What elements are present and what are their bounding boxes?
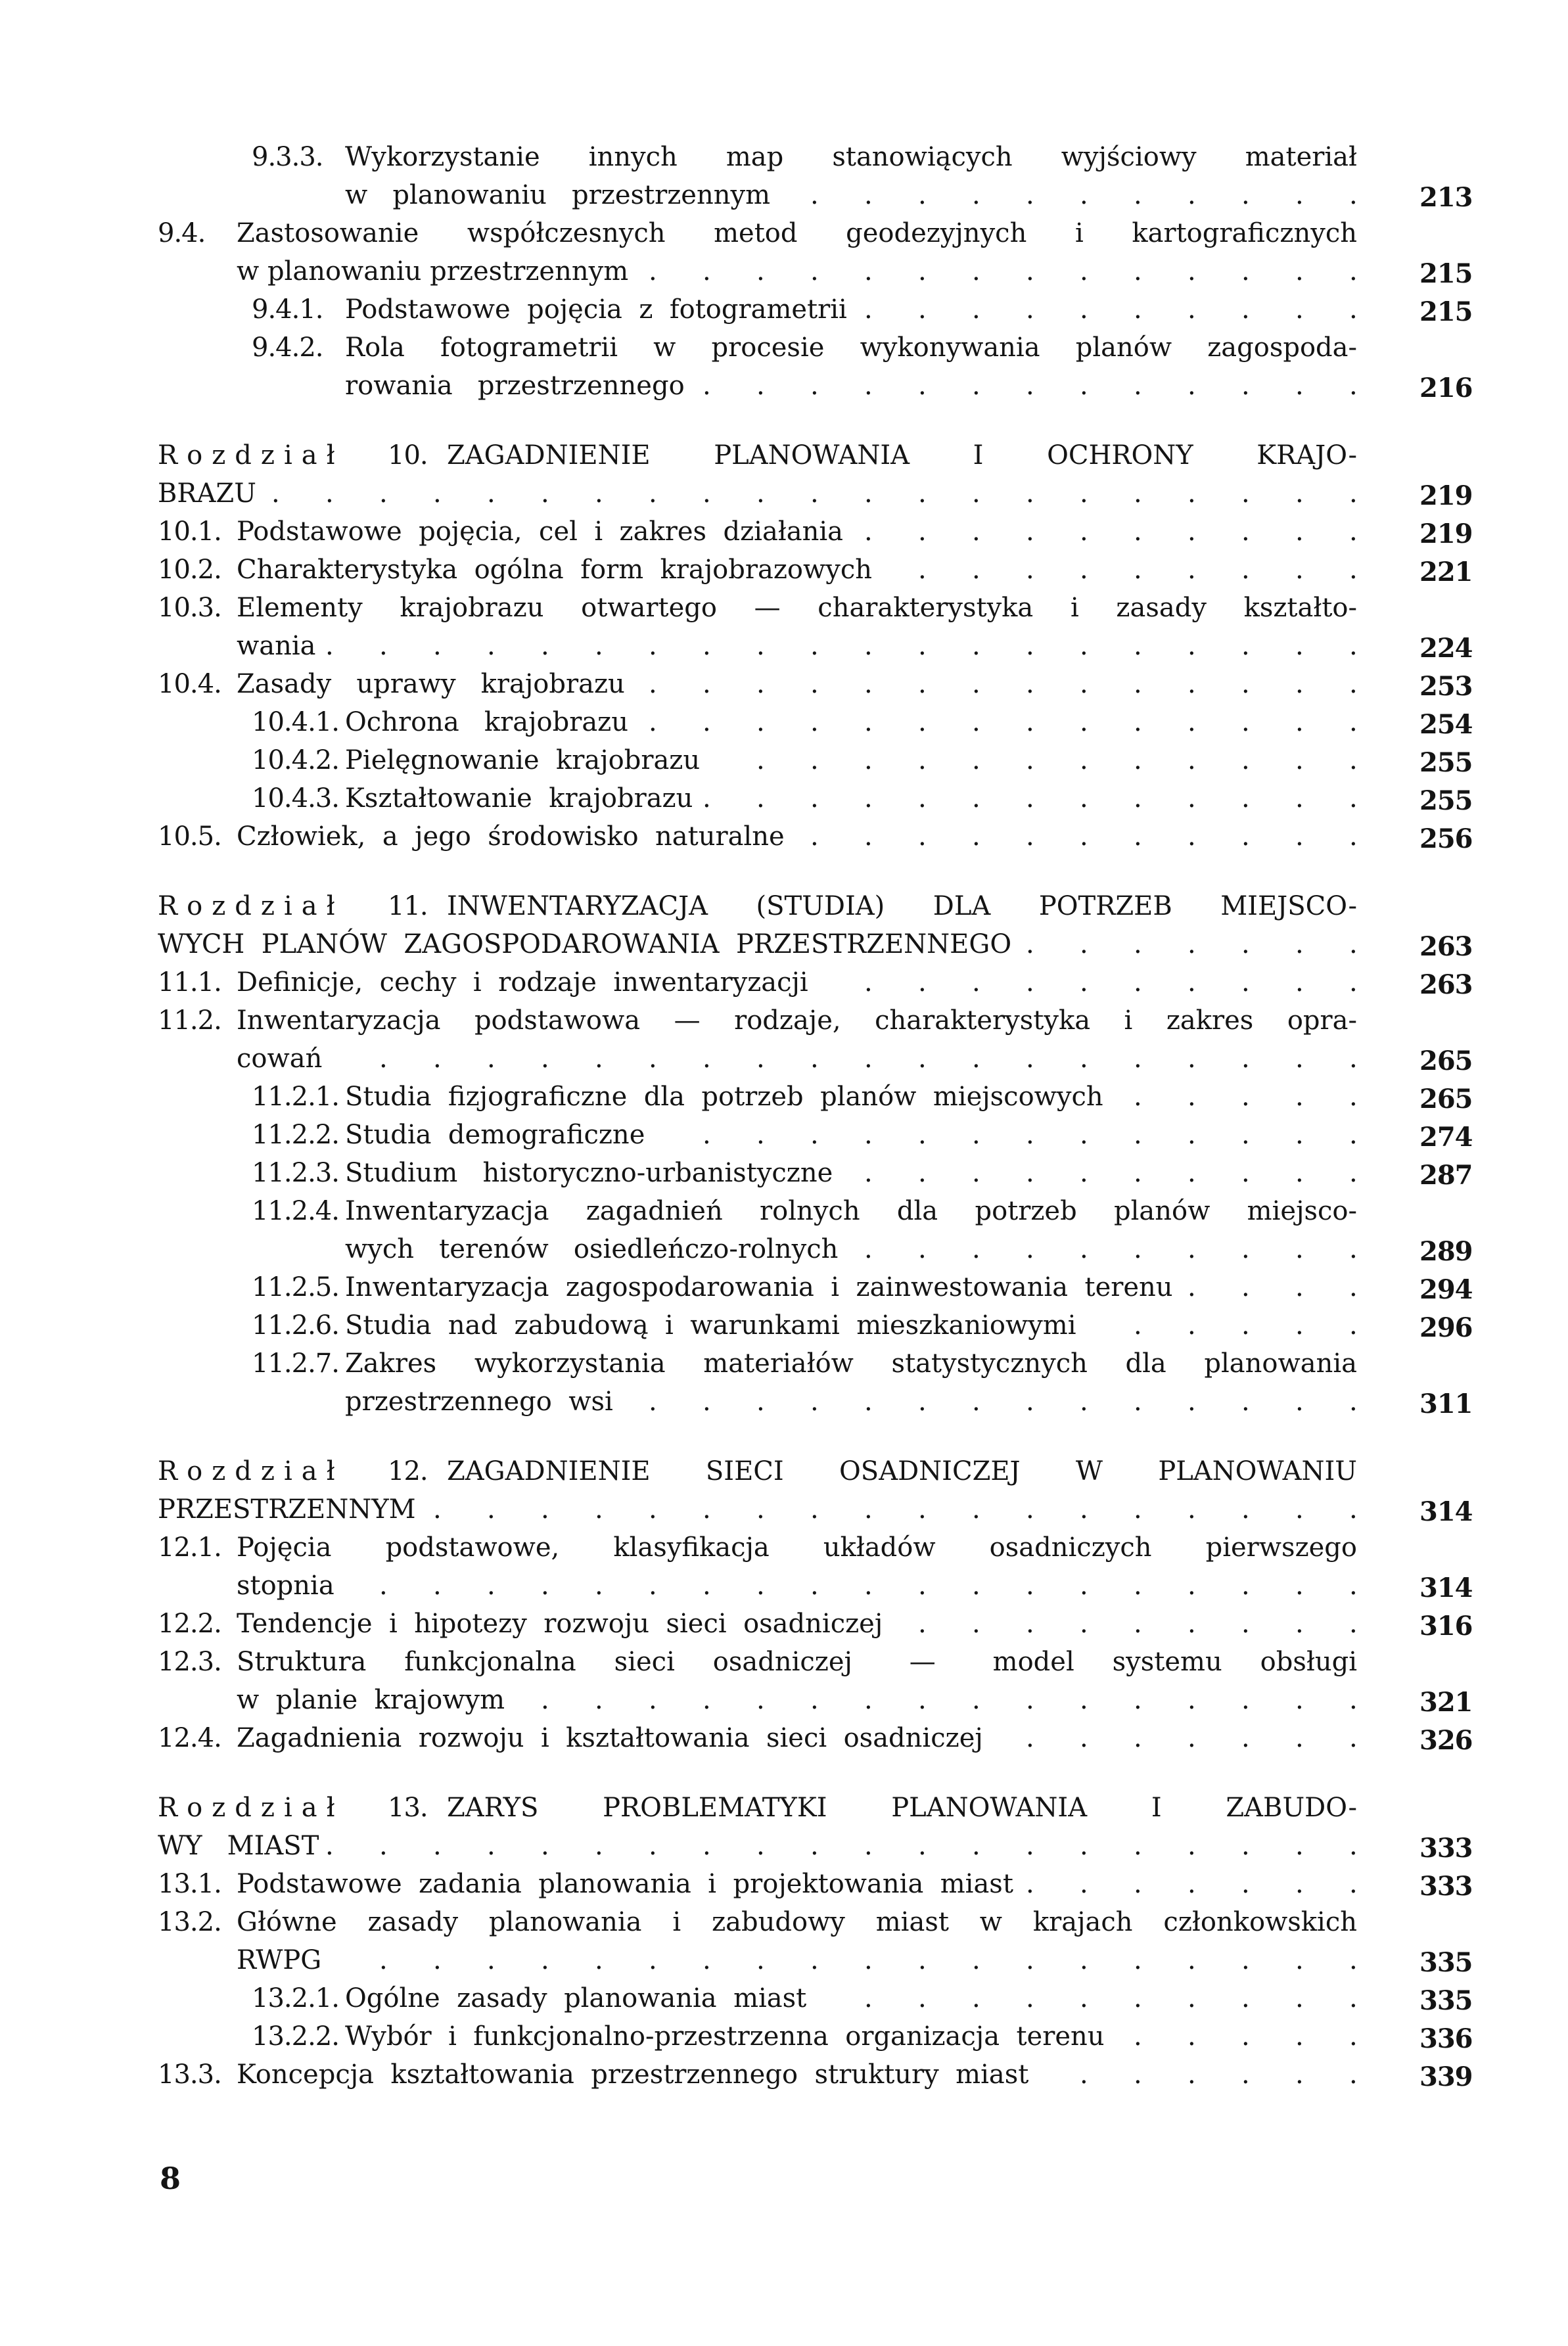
toc-subsection[interactable] [158, 1116, 1472, 1154]
dot-leader: . . . . . . . . . . . . . . . . . . . . [325, 1831, 1358, 1861]
toc-line [158, 665, 1472, 703]
section-number: 12.1. [158, 1532, 221, 1563]
section-number: 13.2.2. [252, 2021, 339, 2052]
page-ref: 289 [1419, 1236, 1473, 1267]
page-ref: 254 [1419, 709, 1473, 740]
dot-leader: . . . . [1188, 1272, 1358, 1302]
page-ref: 296 [1419, 1312, 1473, 1343]
toc-subsection[interactable] [158, 703, 1472, 741]
toc-subsection[interactable] [158, 1078, 1472, 1116]
toc-section[interactable] [158, 513, 1472, 551]
entry-title: Kształtowanie krajobrazu [345, 783, 693, 814]
toc-line [158, 887, 1472, 925]
dot-leader: . . . . . . . . . . . . . . . . . . . . . [271, 478, 1358, 509]
dot-leader: . . . . . . . [1026, 1723, 1358, 1753]
entry-title: cowań [237, 1044, 323, 1074]
toc-line [158, 1681, 1472, 1719]
page-ref: 274 [1419, 1122, 1473, 1153]
entry-title: WYCH PLANÓW ZAGOSPODAROWANIA PRZESTRZENNEGO [158, 929, 1012, 959]
toc-line [158, 1154, 1472, 1192]
section-number: 10.4.1. [252, 707, 339, 737]
entry-title: WY MIAST [158, 1831, 319, 1861]
toc-line [158, 1529, 1472, 1567]
toc-line [158, 138, 1472, 176]
entry-title: w planowaniu przestrzennym [237, 256, 629, 287]
toc-subsection[interactable] [158, 741, 1472, 779]
toc-subsection[interactable] [158, 779, 1472, 817]
entry-title: Elementy krajobrazu otwartego — charakterystyka i zasady kształto- [237, 593, 1357, 623]
page-ref: 215 [1419, 296, 1473, 327]
page-ref: 335 [1419, 1947, 1473, 1978]
toc-line [158, 1941, 1472, 1979]
dot-leader: . . . . . . . . . . . . . [703, 1120, 1358, 1150]
entry-title: Koncepcja kształtowania przestrzennego struktury miast [237, 2059, 1029, 2090]
toc-line [158, 963, 1472, 1001]
page-ref: 339 [1419, 2061, 1473, 2092]
toc-subsection[interactable] [158, 1154, 1472, 1192]
dot-leader: . . . . . . . . . . . [810, 821, 1358, 852]
toc-line [158, 627, 1472, 665]
toc-line [158, 214, 1472, 252]
chapter-gap [158, 405, 1472, 436]
toc-line [158, 1345, 1472, 1383]
toc-line [158, 1865, 1472, 1903]
toc-section[interactable] [158, 817, 1472, 856]
toc-subsection[interactable] [158, 1306, 1472, 1345]
dot-leader: . . . . . . . . . . . . . . . . . . [433, 1494, 1358, 1525]
toc-section[interactable] [158, 1719, 1472, 1757]
dot-leader: . . . . . . . [1026, 929, 1358, 959]
toc-line [158, 1719, 1472, 1757]
page-ref: 253 [1419, 671, 1473, 702]
entry-title: Studia demograficzne [345, 1120, 645, 1150]
entry-title: Pielęgnowanie krajobrazu [345, 745, 701, 775]
dot-leader: . . . . . . . . . . . . . . . . [541, 1685, 1358, 1715]
toc-line [158, 589, 1472, 627]
page-ref: 219 [1419, 480, 1473, 511]
section-number: 10.3. [158, 593, 221, 623]
page-number: 8 [160, 2161, 181, 2196]
entry-title: ZAGADNIENIE PLANOWANIA I OCHRONY KRAJO- [447, 440, 1357, 471]
page-ref: 255 [1419, 785, 1473, 816]
entry-title: Zagadnienia rozwoju i kształtowania sieci osadniczej [237, 1723, 983, 1753]
page-ref: 213 [1419, 182, 1473, 213]
toc-line [158, 1789, 1472, 1827]
entry-title: Studia nad zabudową i warunkami mieszkaniowymi [345, 1310, 1076, 1341]
page-ref: 321 [1419, 1687, 1473, 1718]
toc-subsection[interactable] [158, 329, 1472, 405]
toc-line [158, 290, 1472, 329]
chapter-label: Rozdział [158, 1793, 344, 1823]
dot-leader: . . . . . . . . . . . [810, 180, 1358, 210]
chapter-gap [158, 1421, 1472, 1452]
entry-title: ZARYS PROBLEMATYKI PLANOWANIA I ZABUDO- [447, 1793, 1357, 1823]
toc-line [158, 1306, 1472, 1345]
page-ref: 221 [1419, 557, 1473, 587]
entry-title: PRZESTRZENNYM [158, 1494, 416, 1525]
entry-title: Inwentaryzacja podstawowa — rodzaje, charakterystyka i zakres opra- [237, 1005, 1357, 1036]
entry-title: Podstawowe pojęcia, cel i zakres działania [237, 517, 844, 547]
toc-line [158, 1268, 1472, 1306]
toc-line [158, 779, 1472, 817]
section-number: 13.2. [158, 1907, 221, 1937]
page-ref: 333 [1419, 1871, 1473, 1902]
chapter-number: 12. [388, 1456, 428, 1486]
section-number: 10.2. [158, 555, 221, 585]
entry-title: Tendencje i hipotezy rozwoju sieci osadniczej [237, 1609, 883, 1639]
entry-title: Podstawowe zadania planowania i projektowania miast [237, 1869, 1013, 1899]
toc-line [158, 817, 1472, 856]
entry-title: Inwentaryzacja zagospodarowania i zainwestowania terenu [345, 1272, 1173, 1302]
toc-line [158, 2017, 1472, 2056]
chapter-gap [158, 856, 1472, 887]
page-ref: 333 [1419, 1833, 1473, 1864]
entry-title: w planowaniu przestrzennym [345, 180, 771, 210]
toc-section[interactable] [158, 1643, 1472, 1719]
toc-section[interactable] [158, 1605, 1472, 1643]
toc-section[interactable] [158, 1865, 1472, 1903]
page-ref: 335 [1419, 1985, 1473, 2016]
toc-chapter[interactable] [158, 887, 1472, 963]
entry-title: Wykorzystanie innych map stanowiących wyjściowy materiał [345, 142, 1357, 172]
entry-title: Rola fotogrametrii w procesie wykonywania planów zagospoda- [345, 333, 1357, 363]
dot-leader: . . . . . . . . . . . . . . [649, 256, 1358, 287]
entry-title: Inwentaryzacja zagadnień rolnych dla potrzeb planów miejsco- [345, 1196, 1357, 1226]
table-of-contents [158, 138, 1472, 2094]
page-ref: 314 [1419, 1496, 1473, 1527]
entry-title: Wybór i funkcjonalno-przestrzenna organizacja terenu [345, 2021, 1105, 2052]
chapter-label: Rozdział [158, 891, 344, 921]
toc-line [158, 1605, 1472, 1643]
section-number: 9.4.2. [252, 333, 323, 363]
page-ref: 336 [1419, 2023, 1473, 2054]
toc-line [158, 513, 1472, 551]
entry-title: Podstawowe pojęcia z fotogrametrii [345, 294, 847, 325]
toc-line [158, 474, 1472, 513]
dot-leader: . . . . . . . . . . [864, 967, 1358, 998]
chapter-number: 11. [388, 891, 428, 921]
chapter-label: Rozdział [158, 440, 344, 471]
toc-subsection[interactable] [158, 290, 1472, 329]
toc-line [158, 176, 1472, 214]
page-ref: 263 [1419, 969, 1473, 1000]
section-number: 10.4.3. [252, 783, 339, 814]
dot-leader: . . . . . . . . . . . . . . [649, 1387, 1358, 1417]
dot-leader: . . . . . . . . . [918, 1609, 1358, 1639]
section-number: 13.3. [158, 2059, 221, 2090]
section-number: 10.4. [158, 669, 221, 699]
entry-title: ZAGADNIENIE SIECI OSADNICZEJ W PLANOWANIU [447, 1456, 1357, 1486]
page-ref: 255 [1419, 747, 1473, 778]
entry-title: Zakres wykorzystania materiałów statystycznych dla planowania [345, 1348, 1357, 1379]
toc-line [158, 1567, 1472, 1605]
toc-chapter[interactable] [158, 1789, 1472, 1865]
page-ref: 265 [1419, 1084, 1473, 1115]
dot-leader: . . . . . [1134, 1082, 1358, 1112]
entry-title: Ochrona krajobrazu [345, 707, 629, 737]
chapter-gap [158, 1757, 1472, 1789]
entry-title: Charakterystyka ogólna form krajobrazowych [237, 555, 872, 585]
section-number: 11.2.7. [252, 1348, 339, 1379]
entry-title: Definicje, cechy i rodzaje inwentaryzacji [237, 967, 808, 998]
section-number: 11.2.1. [252, 1082, 339, 1112]
section-number: 11.2.3. [252, 1158, 339, 1188]
entry-title: Pojęcia podstawowe, klasyfikacja układów osadniczych pierwszego [237, 1532, 1357, 1563]
toc-line [158, 1192, 1472, 1230]
toc-section[interactable] [158, 963, 1472, 1001]
toc-line [158, 1827, 1472, 1865]
toc-line [158, 1490, 1472, 1529]
entry-title: Człowiek, a jego środowisko naturalne [237, 821, 785, 852]
dot-leader: . . . . . . . . . . [864, 1158, 1358, 1188]
toc-section[interactable] [158, 589, 1472, 665]
toc-subsection[interactable] [158, 1979, 1472, 2017]
toc-line [158, 925, 1472, 963]
entry-title: Struktura funkcjonalna sieci osadniczej — model systemu obsługi [237, 1647, 1357, 1677]
dot-leader: . . . . . . . . . . . . . . . . . . . [379, 1571, 1358, 1601]
dot-leader: . . . . . [1134, 2021, 1358, 2052]
dot-leader: . . . . . . . . . . [864, 294, 1358, 325]
section-number: 10.1. [158, 517, 221, 547]
page-ref: 311 [1419, 1389, 1473, 1419]
dot-leader: . . . . . [1134, 1310, 1358, 1341]
page-ref: 219 [1419, 518, 1473, 549]
chapter-number: 10. [388, 440, 428, 471]
toc-line [158, 1040, 1472, 1078]
entry-title: rowania przestrzennego [345, 371, 685, 401]
toc-section[interactable] [158, 1903, 1472, 1979]
page-ref: 287 [1419, 1160, 1473, 1191]
toc-line [158, 1903, 1472, 1941]
toc-line [158, 1643, 1472, 1681]
dot-leader: . . . . . . . . . . . . . [703, 371, 1358, 401]
page-ref: 224 [1419, 633, 1473, 664]
toc-subsection[interactable] [158, 1345, 1472, 1421]
toc-line [158, 703, 1472, 741]
section-number: 10.5. [158, 821, 221, 852]
section-number: 11.2.5. [252, 1272, 339, 1302]
toc-line [158, 436, 1472, 474]
toc-subsection[interactable] [158, 1192, 1472, 1268]
toc-line [158, 741, 1472, 779]
section-number: 11.2.4. [252, 1196, 339, 1226]
dot-leader: . . . . . . . . . . . . . . [649, 669, 1358, 699]
entry-title: Studium historyczno-urbanistyczne [345, 1158, 833, 1188]
toc-line [158, 1452, 1472, 1490]
chapter-label: Rozdział [158, 1456, 344, 1486]
toc-subsection[interactable] [158, 2017, 1472, 2056]
page-ref: 265 [1419, 1046, 1473, 1076]
section-number: 10.4.2. [252, 745, 339, 775]
chapter-number: 13. [388, 1793, 428, 1823]
toc-line [158, 1001, 1472, 1040]
toc-section[interactable] [158, 665, 1472, 703]
toc-subsection[interactable] [158, 138, 1472, 214]
dot-leader: . . . . . . . . . . . . . [703, 783, 1358, 814]
page-ref: 316 [1419, 1611, 1473, 1642]
entry-title: INWENTARYZACJA (STUDIA) DLA POTRZEB MIEJSCO- [447, 891, 1357, 921]
section-number: 12.4. [158, 1723, 221, 1753]
entry-title: RWPG [237, 1945, 322, 1975]
page-ref: 216 [1419, 373, 1473, 403]
entry-title: Studia fizjograficzne dla potrzeb planów miejscowych [345, 1082, 1103, 1112]
entry-title: Zastosowanie współczesnych metod geodezyjnych i kartograficznych [237, 218, 1357, 248]
dot-leader: . . . . . . . . . [918, 555, 1358, 585]
toc-line [158, 1078, 1472, 1116]
page-ref: 326 [1419, 1725, 1473, 1756]
toc-section[interactable] [158, 551, 1472, 589]
section-number: 9.4. [158, 218, 206, 248]
section-number: 13.2.1. [252, 1983, 339, 2013]
toc-line [158, 367, 1472, 405]
entry-title: wych terenów osiedleńczo-rolnych [345, 1234, 839, 1264]
dot-leader: . . . . . . . . . . . . . . . . . . . [379, 1945, 1358, 1975]
toc-line [158, 1979, 1472, 2017]
toc-line [158, 1230, 1472, 1268]
toc-section[interactable] [158, 2056, 1472, 2094]
toc-section[interactable] [158, 1529, 1472, 1605]
section-number: 13.1. [158, 1869, 221, 1899]
toc-line [158, 2056, 1472, 2094]
toc-line [158, 1383, 1472, 1421]
dot-leader: . . . . . . . . . . [864, 517, 1358, 547]
toc-chapter[interactable] [158, 1452, 1472, 1529]
entry-title: wania [237, 631, 316, 661]
section-number: 12.2. [158, 1609, 221, 1639]
toc-section[interactable] [158, 1001, 1472, 1078]
section-number: 9.3.3. [252, 142, 323, 172]
page-ref: 314 [1419, 1573, 1473, 1603]
toc-subsection[interactable] [158, 1268, 1472, 1306]
dot-leader: . . . . . . . . . . . . [756, 745, 1358, 775]
dot-leader: . . . . . . . [1026, 1869, 1358, 1899]
page-ref: 294 [1419, 1274, 1473, 1305]
section-number: 11.1. [158, 967, 221, 998]
toc-line [158, 551, 1472, 589]
toc-line [158, 329, 1472, 367]
section-number: 11.2.6. [252, 1310, 339, 1341]
page-ref: 215 [1419, 258, 1473, 289]
toc-line [158, 1116, 1472, 1154]
dot-leader: . . . . . . . . . . [864, 1234, 1358, 1264]
section-number: 9.4.1. [252, 294, 323, 325]
toc-line [158, 252, 1472, 290]
section-number: 12.3. [158, 1647, 221, 1677]
dot-leader: . . . . . . . . . . . . . . . . . . . [379, 1044, 1358, 1074]
entry-title: BRAZU [158, 478, 256, 509]
entry-title: Zasady uprawy krajobrazu [237, 669, 625, 699]
section-number: 11.2.2. [252, 1120, 339, 1150]
dot-leader: . . . . . . . . . . . . . . . . . . . . [325, 631, 1358, 661]
entry-title: stopnia [237, 1571, 334, 1601]
dot-leader: . . . . . . [1080, 2059, 1358, 2090]
page-ref: 263 [1419, 931, 1473, 962]
entry-title: Główne zasady planowania i zabudowy miast w krajach członkowskich [237, 1907, 1357, 1937]
toc-chapter[interactable] [158, 436, 1472, 513]
dot-leader: . . . . . . . . . . [864, 1983, 1358, 2013]
entry-title: przestrzennego wsi [345, 1387, 613, 1417]
dot-leader: . . . . . . . . . . . . . . [649, 707, 1358, 737]
page-ref: 256 [1419, 823, 1473, 854]
section-number: 11.2. [158, 1005, 221, 1036]
entry-title: Ogólne zasady planowania miast [345, 1983, 807, 2013]
toc-section[interactable] [158, 214, 1472, 290]
entry-title: w planie krajowym [237, 1685, 505, 1715]
